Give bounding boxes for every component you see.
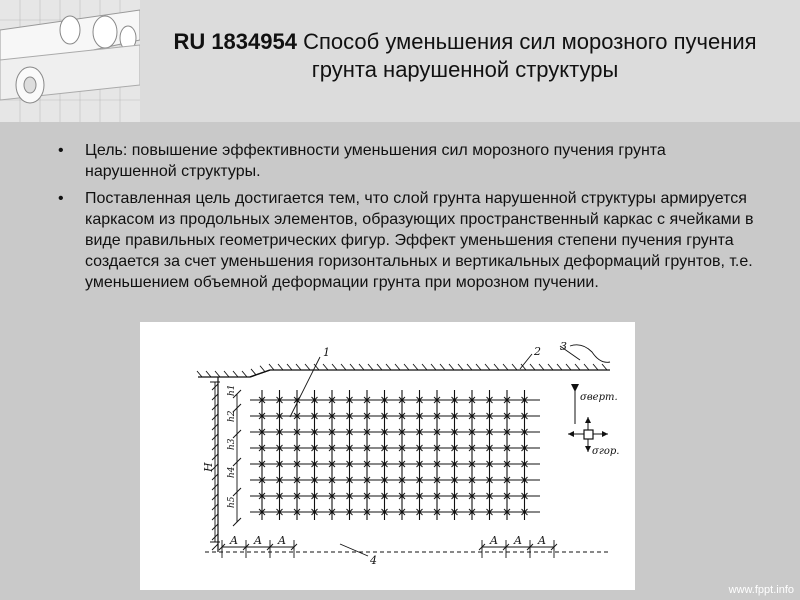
surface-hatch: [566, 364, 571, 370]
label-4: 4: [370, 554, 377, 567]
label-A: A: [278, 534, 286, 547]
surface-hatch: [206, 371, 211, 377]
label-sigma-gor: σгор.: [592, 446, 620, 457]
surface-hatch: [467, 364, 472, 370]
surface-hatch: [341, 364, 346, 370]
bullet-text: Цель: повышение эффективности уменьшения сил морозного пучения грунта нарушенной структуры.: [85, 142, 666, 180]
title-text: Способ уменьшения сил морозного пучения грунта нарушенной структуры: [296, 29, 757, 82]
surface-hatch: [602, 364, 607, 370]
surface-hatch: [431, 364, 436, 370]
surface-hatch: [404, 364, 409, 370]
surface-hatch: [449, 364, 454, 370]
surface-hatch: [413, 364, 418, 370]
surface-hatch: [251, 369, 256, 375]
label-h5: h5: [227, 496, 237, 508]
bullet-text: Поставленная цель достигается тем, что слой грунта нарушенной структуры армируется каркасом из продольных элементов, образующих пространственный каркас с ячейками в виде правильных геометрических фигур. Эффект уменьшения степени пучения грунта создается за счет уменьшения горизонтальных и вертикальных деформаций грунтов, т.е. уменьшением объемной деформации грунта при морозном пучении.: [85, 190, 754, 291]
label-2: 2: [534, 345, 541, 358]
surface-hatch: [395, 364, 400, 370]
surface-hatch: [296, 364, 301, 370]
label-A: A: [538, 534, 546, 547]
surface-hatch: [350, 364, 355, 370]
surface-hatch: [215, 371, 220, 377]
label-1: 1: [323, 346, 330, 359]
label-h1: h1: [227, 384, 237, 396]
surface-hatch: [368, 364, 373, 370]
wall-hatch: [212, 544, 218, 550]
patent-number: RU 1834954: [173, 29, 297, 54]
label-A: A: [230, 534, 238, 547]
bullet-item: [50, 188, 760, 293]
surface-hatch: [440, 364, 445, 370]
blueprint-rolls-image: [0, 0, 140, 122]
surface-hatch: [260, 366, 265, 372]
label-3: 3: [560, 340, 567, 353]
surface-hatch: [359, 364, 364, 370]
surface-hatch: [494, 364, 499, 370]
surface-hatch: [278, 364, 283, 370]
label-A: A: [514, 534, 522, 547]
label-A: A: [254, 534, 262, 547]
surface-hatch: [377, 364, 382, 370]
surface-hatch: [557, 364, 562, 370]
surface-hatch: [197, 371, 202, 377]
surface-hatch: [386, 364, 391, 370]
bullet-list: [50, 140, 760, 299]
surface-hatch: [584, 364, 589, 370]
surface-hatch: [233, 371, 238, 377]
label-h4: h4: [227, 466, 237, 478]
surface-hatch: [539, 364, 544, 370]
surface-hatch: [323, 364, 328, 370]
label-h2: h2: [227, 410, 237, 422]
technical-diagram: [140, 322, 635, 590]
bullet-dot-icon: •: [58, 142, 64, 159]
surface-hatch: [305, 364, 310, 370]
label-A: A: [490, 534, 498, 547]
surface-hatch: [242, 371, 247, 377]
surface-hatch: [458, 364, 463, 370]
surface-hatch: [593, 364, 598, 370]
surface-hatch: [575, 364, 580, 370]
bullet-item: [50, 140, 760, 182]
surface-hatch: [548, 364, 553, 370]
surface-hatch: [422, 364, 427, 370]
slide-header: [0, 0, 800, 122]
slide-title: [150, 28, 780, 84]
surface-hatch: [485, 364, 490, 370]
surface-hatch: [269, 364, 274, 370]
label-sigma-vert: σверт.: [580, 392, 618, 403]
surface-hatch: [530, 364, 535, 370]
surface-hatch: [512, 364, 517, 370]
surface-hatch: [332, 364, 337, 370]
label-H: H: [202, 462, 215, 472]
bullet-dot-icon: •: [58, 190, 64, 207]
surface-hatch: [503, 364, 508, 370]
surface-hatch: [476, 364, 481, 370]
surface-hatch: [224, 371, 229, 377]
footer-url: www.fppt.info: [728, 584, 794, 596]
label-h3: h3: [227, 438, 237, 450]
surface-hatch: [287, 364, 292, 370]
